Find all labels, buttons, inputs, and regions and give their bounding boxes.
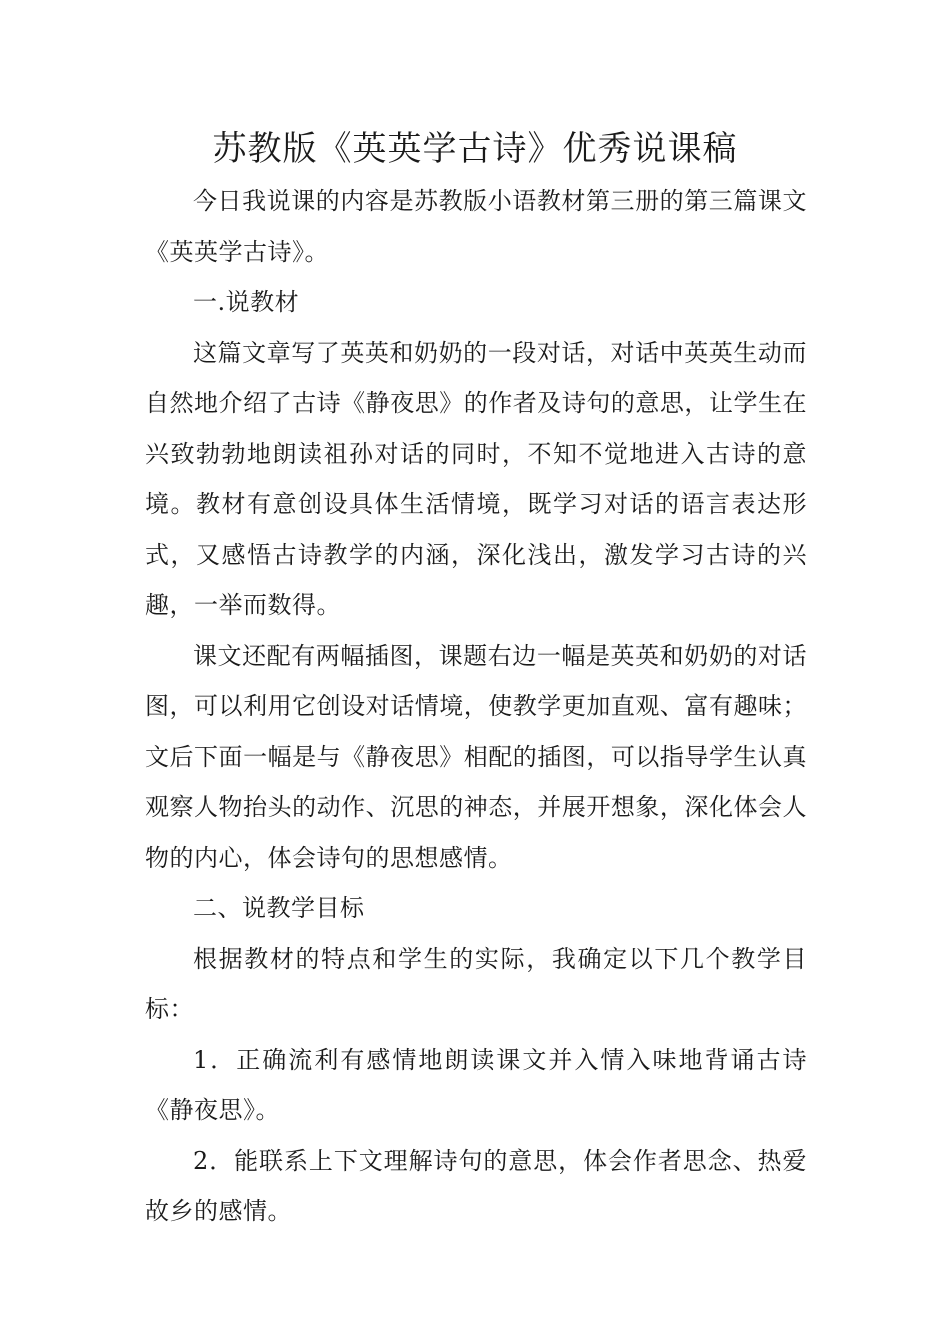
document-title: 苏教版《英英学古诗》优秀说课稿 (212, 129, 738, 169)
paragraph-intro: 今日我说课的内容是苏教版小语教材第三册的第三篇课文《英英学古诗》。 (145, 187, 807, 266)
document-body (145, 176, 807, 1237)
paragraph-textbook-content: 这篇文章写了英英和奶奶的一段对话，对话中英英生动而自然地介绍了古诗《静夜思》的作者及诗句的意思，让学生在兴致勃勃地朗读祖孙对话的同时，不知不觉地进入古诗的意境。教材有意创设具体生活情境，既学习对话的语言表达形式，又感悟古诗教学的内涵，深化浅出，激发学习古诗的兴趣，一举而数得。 (145, 338, 807, 619)
paragraph-illustrations: 课文还配有两幅插图，课题右边一幅是英英和奶奶的对话图，可以利用它创设对话情境，使教学更加直观、富有趣味；文后下面一幅是与《静夜思》相配的插图，可以指导学生认真观察人物抬头的动作、沉思的神态，并展开想象，深化体会人物的内心，体会诗句的思想感情。 (145, 641, 807, 872)
section-heading-goals: 二、说教学目标 (193, 894, 365, 922)
goal-item-1: 1．正确流利有感情地朗读课文并入情入味地背诵古诗《静夜思》。 (145, 1045, 807, 1124)
paragraph-goals-intro: 根据教材的特点和学生的实际，我确定以下几个教学目标： (145, 944, 807, 1023)
goal-item-2: 2．能联系上下文理解诗句的意思，体会作者思念、热爱故乡的感情。 (145, 1146, 807, 1225)
section-heading-textbook: 一.说教材 (193, 288, 300, 316)
